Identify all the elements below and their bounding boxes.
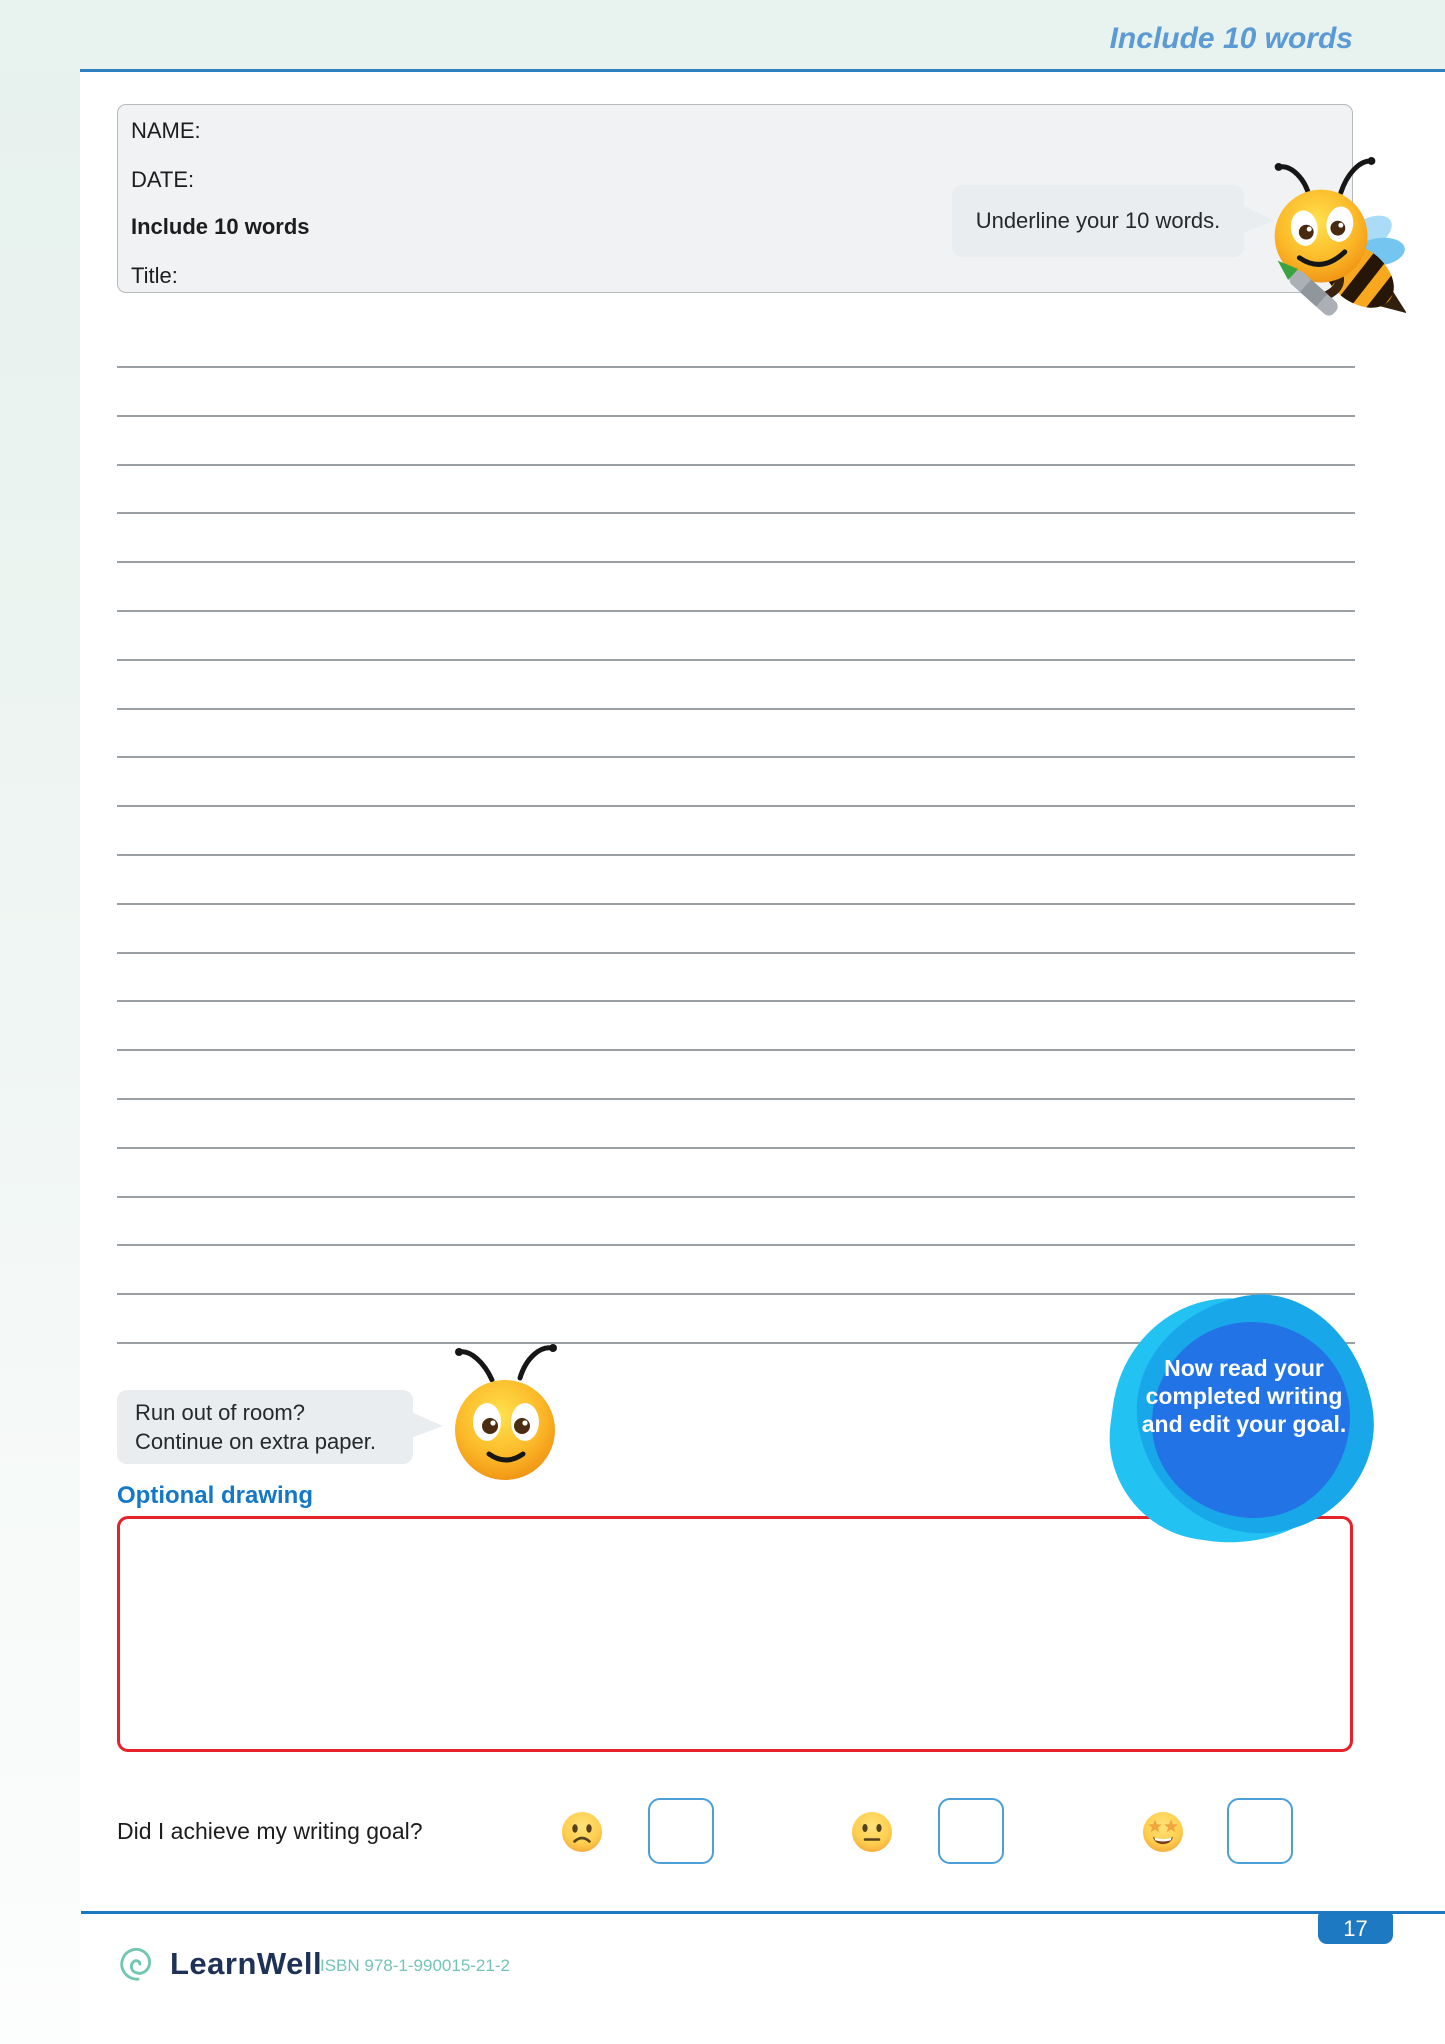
brand-name: LearnWell: [170, 1946, 323, 1981]
writing-line: [117, 1000, 1355, 1002]
writing-line: [117, 464, 1355, 466]
isbn-text: ISBN 978-1-990015-21-2: [320, 1956, 510, 1975]
writing-line: [117, 512, 1355, 514]
footer-divider: [81, 1911, 1445, 1914]
title-label: Title:: [131, 263, 178, 288]
neutral-face-icon: [850, 1810, 894, 1854]
writing-line: [117, 1196, 1355, 1198]
writing-line: [117, 659, 1355, 661]
name-label: NAME:: [131, 118, 201, 143]
writing-line: [117, 1098, 1355, 1100]
goal-checkbox-neutral[interactable]: [938, 1798, 1004, 1864]
writing-line: [117, 415, 1355, 417]
writing-line: [117, 805, 1355, 807]
left-mint-strip: [0, 71, 80, 2044]
edit-goal-note-text: Now read your completed writing and edit your goal.: [1141, 1355, 1347, 1437]
date-label: DATE:: [131, 167, 195, 192]
writing-line: [117, 1147, 1355, 1149]
goal-checkbox-sad[interactable]: [648, 1798, 714, 1864]
writing-line: [117, 366, 1355, 368]
goal-checkbox-star[interactable]: [1227, 1798, 1293, 1864]
writing-line: [117, 1244, 1355, 1246]
writing-line: [117, 561, 1355, 563]
writing-line: [117, 1049, 1355, 1051]
page-number-badge: 17: [1318, 1913, 1393, 1944]
writing-line: [117, 708, 1355, 710]
sad-face-icon: [560, 1810, 604, 1854]
header-divider: [80, 69, 1445, 72]
bee-with-crayon-icon: [1248, 148, 1406, 333]
page-title: Include 10 words: [1109, 22, 1353, 55]
edit-goal-blob: [1112, 1296, 1374, 1548]
bee-head-icon: [446, 1336, 568, 1486]
runout-line2: Continue on extra paper.: [135, 1429, 376, 1454]
task-label: Include 10 words: [131, 214, 310, 239]
optional-drawing-box[interactable]: [117, 1516, 1353, 1752]
writing-line: [117, 952, 1355, 954]
writing-line: [117, 854, 1355, 856]
optional-drawing-label: Optional drawing: [117, 1482, 313, 1509]
underline-tip-text: Underline your 10 words.: [975, 208, 1221, 233]
writing-line: [117, 756, 1355, 758]
writing-line: [117, 610, 1355, 612]
underline-tip-bubble: [952, 185, 1244, 257]
runout-tip-bubble: [117, 1390, 413, 1464]
writing-line: [117, 903, 1355, 905]
writing-line: [117, 1293, 1355, 1295]
star-struck-face-icon: [1141, 1810, 1185, 1854]
goal-question: Did I achieve my writing goal?: [117, 1818, 423, 1844]
runout-line1: Run out of room?: [135, 1400, 305, 1425]
learnwell-spiral-logo-icon: [115, 1941, 161, 1987]
